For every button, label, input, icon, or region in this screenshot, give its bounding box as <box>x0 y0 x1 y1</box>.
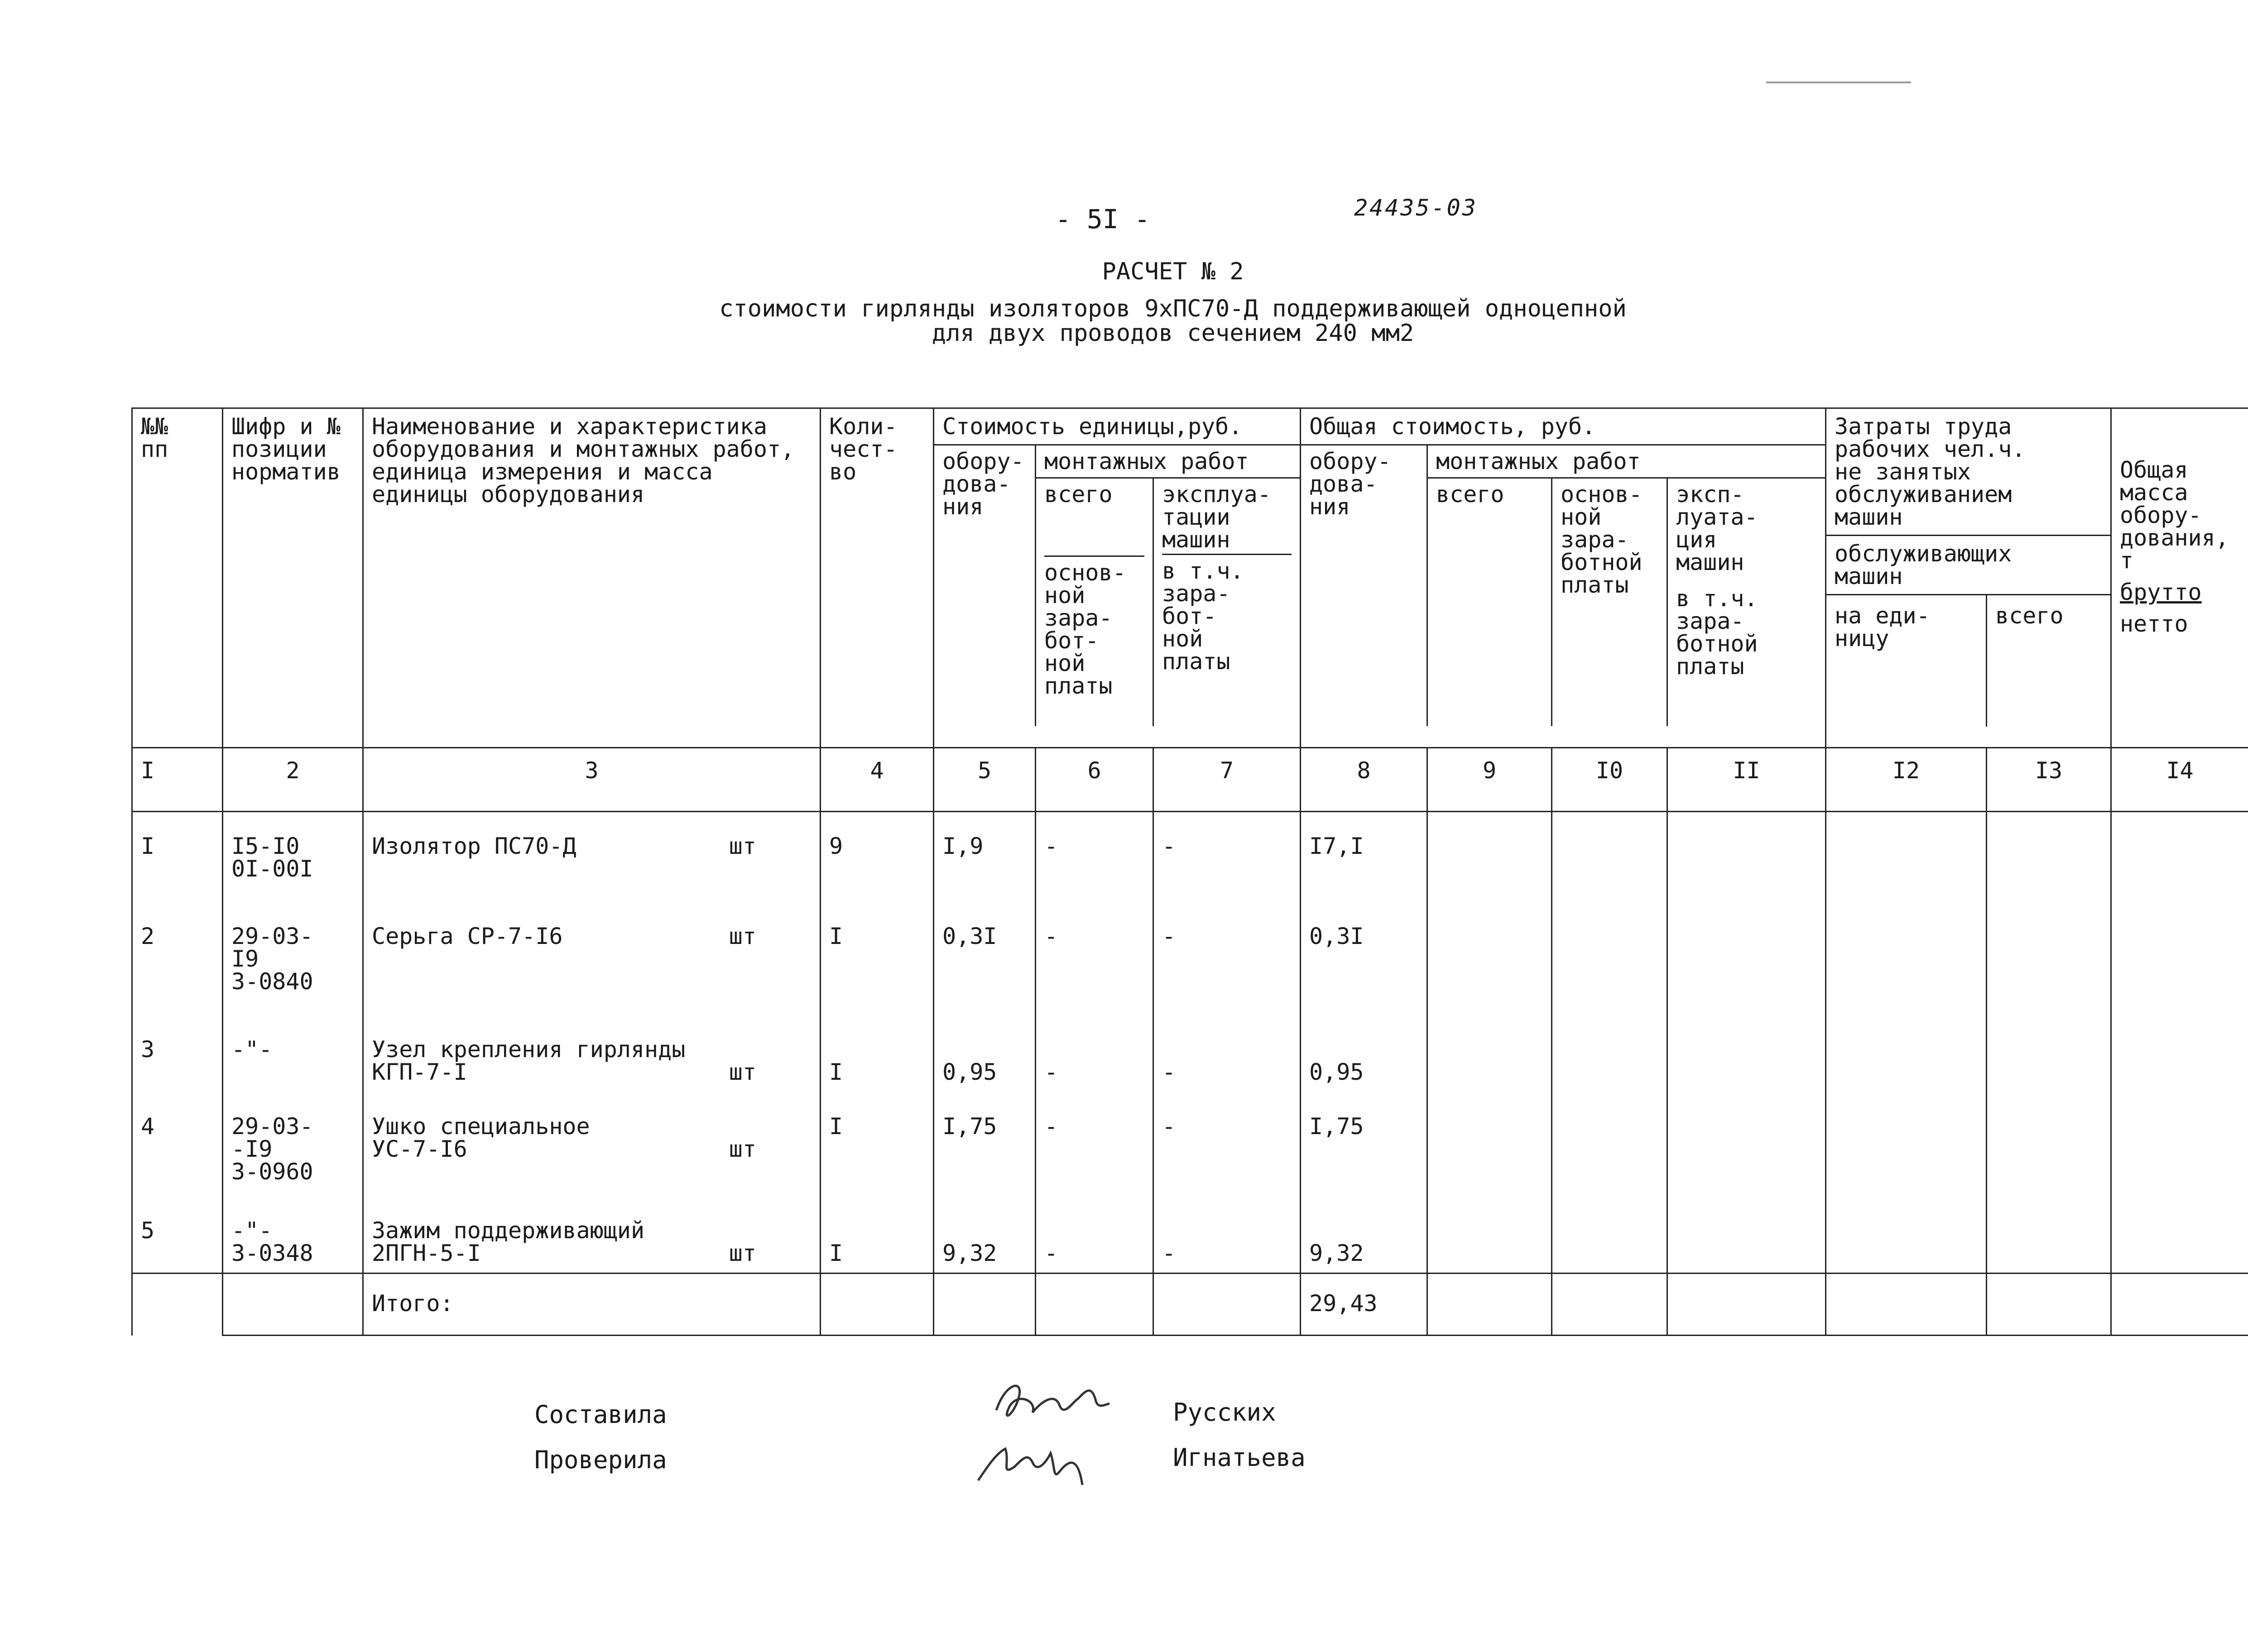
row-unit-price: I,75 <box>934 1092 1036 1197</box>
row-number: 5 <box>132 1197 223 1274</box>
row-number: 3 <box>132 1015 223 1092</box>
total-cost-basic-salary: основ- ной зара- ботной платы <box>1552 479 1668 726</box>
mass-gross: брутто <box>2120 579 2202 605</box>
labor-total: всего <box>1995 603 2064 629</box>
column-number: 3 <box>363 748 821 812</box>
total-cost-title: Общая стоимость, руб. <box>1309 413 1596 440</box>
column-number: I <box>132 748 223 812</box>
row-quantity: I <box>821 1197 934 1274</box>
row-code: 29-03- I9 3-0840 <box>223 902 363 1015</box>
signature-checked-icon <box>974 1435 1091 1489</box>
column-number: 9 <box>1427 748 1552 812</box>
column-number: 4 <box>821 748 934 812</box>
unit-cost-machine: эксплуа- тации машин <box>1162 481 1271 553</box>
page-number: - 5I - <box>1055 204 1150 235</box>
total-row <box>132 1274 2248 1336</box>
row-unit-price: 0,95 <box>934 1015 1036 1092</box>
row-machine: - <box>1153 812 1301 902</box>
column-number: 5 <box>934 748 1036 812</box>
total-cost-machine-salary: в т.ч. зара- ботной платы <box>1676 585 1758 680</box>
row-unit-price: I,9 <box>934 812 1036 902</box>
signature-compiled-icon <box>987 1374 1114 1428</box>
row-number: I <box>132 812 223 902</box>
table-row <box>132 902 2248 1015</box>
row-unit-price: 0,3I <box>934 902 1036 1015</box>
column-number: 7 <box>1153 748 1301 812</box>
row-unit-price: 9,32 <box>934 1197 1036 1274</box>
row-quantity: I <box>821 1015 934 1092</box>
row-name: Ушко специальное УС-7-I6 <box>372 1113 590 1162</box>
row-quantity: 9 <box>821 812 934 902</box>
row-install-total: - <box>1036 812 1153 902</box>
document-subtitle: стоимости гирлянды изоляторов 9хПС70-Д поддерживающей одноцепной для двух проводов сечением 240 мм2 <box>719 295 1627 347</box>
checked-name: Игнатьева <box>1173 1443 1306 1472</box>
col-header-number: №№ пп <box>132 408 223 748</box>
col-header-unit-cost <box>934 408 1301 748</box>
row-name: Изолятор ПС70-Д <box>372 833 576 859</box>
row-total-cost: I7,I <box>1301 812 1427 902</box>
column-number-row <box>132 748 2248 812</box>
column-number: I0 <box>1552 748 1667 812</box>
row-install-total: - <box>1036 902 1153 1015</box>
row-code: 29-03- -I9 3-0960 <box>223 1092 363 1197</box>
col-header-labor <box>1826 408 2111 748</box>
row-install-total: - <box>1036 1015 1153 1092</box>
row-number: 4 <box>132 1092 223 1197</box>
labor-service: обслуживающих машин <box>1826 536 2110 595</box>
document-code: 24435-03 <box>1354 195 1478 221</box>
table-row <box>132 1092 2248 1197</box>
column-number: II <box>1667 748 1826 812</box>
table-row <box>132 1015 2248 1092</box>
column-number: I2 <box>1826 748 1987 812</box>
row-total-cost: I,75 <box>1301 1092 1427 1197</box>
row-unit: шт <box>729 1058 756 1085</box>
row-name: Зажим поддерживающий 2ПГН-5-I <box>372 1217 645 1266</box>
column-number: 6 <box>1036 748 1153 812</box>
total-cost-all: всего <box>1428 479 1552 726</box>
total-label: Итого: <box>363 1274 821 1336</box>
row-install-total: - <box>1036 1092 1153 1197</box>
col-header-name: Наименование и характеристика оборудования и монтажных работ, единица измерения и масса единицы оборудования <box>363 408 821 748</box>
column-number: 8 <box>1301 748 1427 812</box>
column-number: I4 <box>2111 748 2248 812</box>
document-title: РАСЧЕТ № 2 <box>1102 258 1244 285</box>
total-cost-install: монтажных работ <box>1428 445 1825 479</box>
unit-cost-basic-salary: основ- ной зара- бот- ной платы <box>1044 560 1126 699</box>
labor-title: Затраты труда рабочих чел.ч. не занятых обслуживанием машин <box>1826 409 2110 536</box>
row-install-total: - <box>1036 1197 1153 1274</box>
row-unit: шт <box>729 833 756 859</box>
row-unit: шт <box>729 1135 756 1162</box>
unit-cost-total: всего <box>1044 481 1113 508</box>
signature-names <box>1173 1390 1306 1480</box>
compiled-label: Составила <box>534 1400 667 1429</box>
column-number: I3 <box>1987 748 2111 812</box>
row-machine: - <box>1153 902 1301 1015</box>
row-machine: - <box>1153 1092 1301 1197</box>
row-unit: шт <box>729 1240 756 1266</box>
unit-cost-equipment: обору- дова- ния <box>934 445 1036 726</box>
col-header-code: Шифр и № позиции норматив <box>223 408 363 748</box>
row-total-cost: 0,95 <box>1301 1015 1427 1092</box>
row-number: 2 <box>132 902 223 1015</box>
calculation-table <box>131 407 2248 1336</box>
checked-label: Проверила <box>534 1446 667 1474</box>
row-total-cost: 0,3I <box>1301 902 1427 1015</box>
signature-labels <box>534 1392 667 1483</box>
row-total-cost: 9,32 <box>1301 1197 1427 1274</box>
total-value: 29,43 <box>1301 1274 1427 1336</box>
row-machine: - <box>1153 1197 1301 1274</box>
compiled-name: Русских <box>1173 1398 1276 1427</box>
mass-net: нетто <box>2120 611 2188 637</box>
col-header-mass <box>2111 408 2248 748</box>
table-row <box>132 812 2248 902</box>
row-machine: - <box>1153 1015 1301 1092</box>
row-name: Серьга СР-7-I6 <box>372 923 563 949</box>
unit-cost-title: Стоимость единицы,руб. <box>942 413 1243 440</box>
total-cost-machine: эксп- луата- ция машин <box>1676 481 1758 575</box>
col-header-total-cost <box>1301 408 1826 748</box>
row-code: -"- 3-0348 <box>223 1197 363 1274</box>
header-row <box>132 408 2248 748</box>
col-header-quantity: Коли- чест- во <box>821 408 934 748</box>
row-quantity: I <box>821 902 934 1015</box>
row-code: -"- <box>223 1015 363 1092</box>
row-code: I5-I0 0I-00I <box>223 812 363 902</box>
row-quantity: I <box>821 1092 934 1197</box>
row-name: Узел крепления гирлянды КГП-7-I <box>372 1036 686 1085</box>
scan-mark <box>1766 81 1911 83</box>
total-cost-equipment: обору- дова- ния <box>1301 445 1428 726</box>
unit-cost-machine-salary: в т.ч. зара- бот- ной платы <box>1162 558 1244 675</box>
row-unit: шт <box>729 923 756 949</box>
mass-title: Общая масса обору- дования, т <box>2120 457 2229 574</box>
table-row <box>132 1197 2248 1274</box>
unit-cost-install: монтажных работ <box>1036 445 1300 479</box>
labor-per-unit: на еди- ницу <box>1826 595 1987 727</box>
column-number: 2 <box>223 748 363 812</box>
